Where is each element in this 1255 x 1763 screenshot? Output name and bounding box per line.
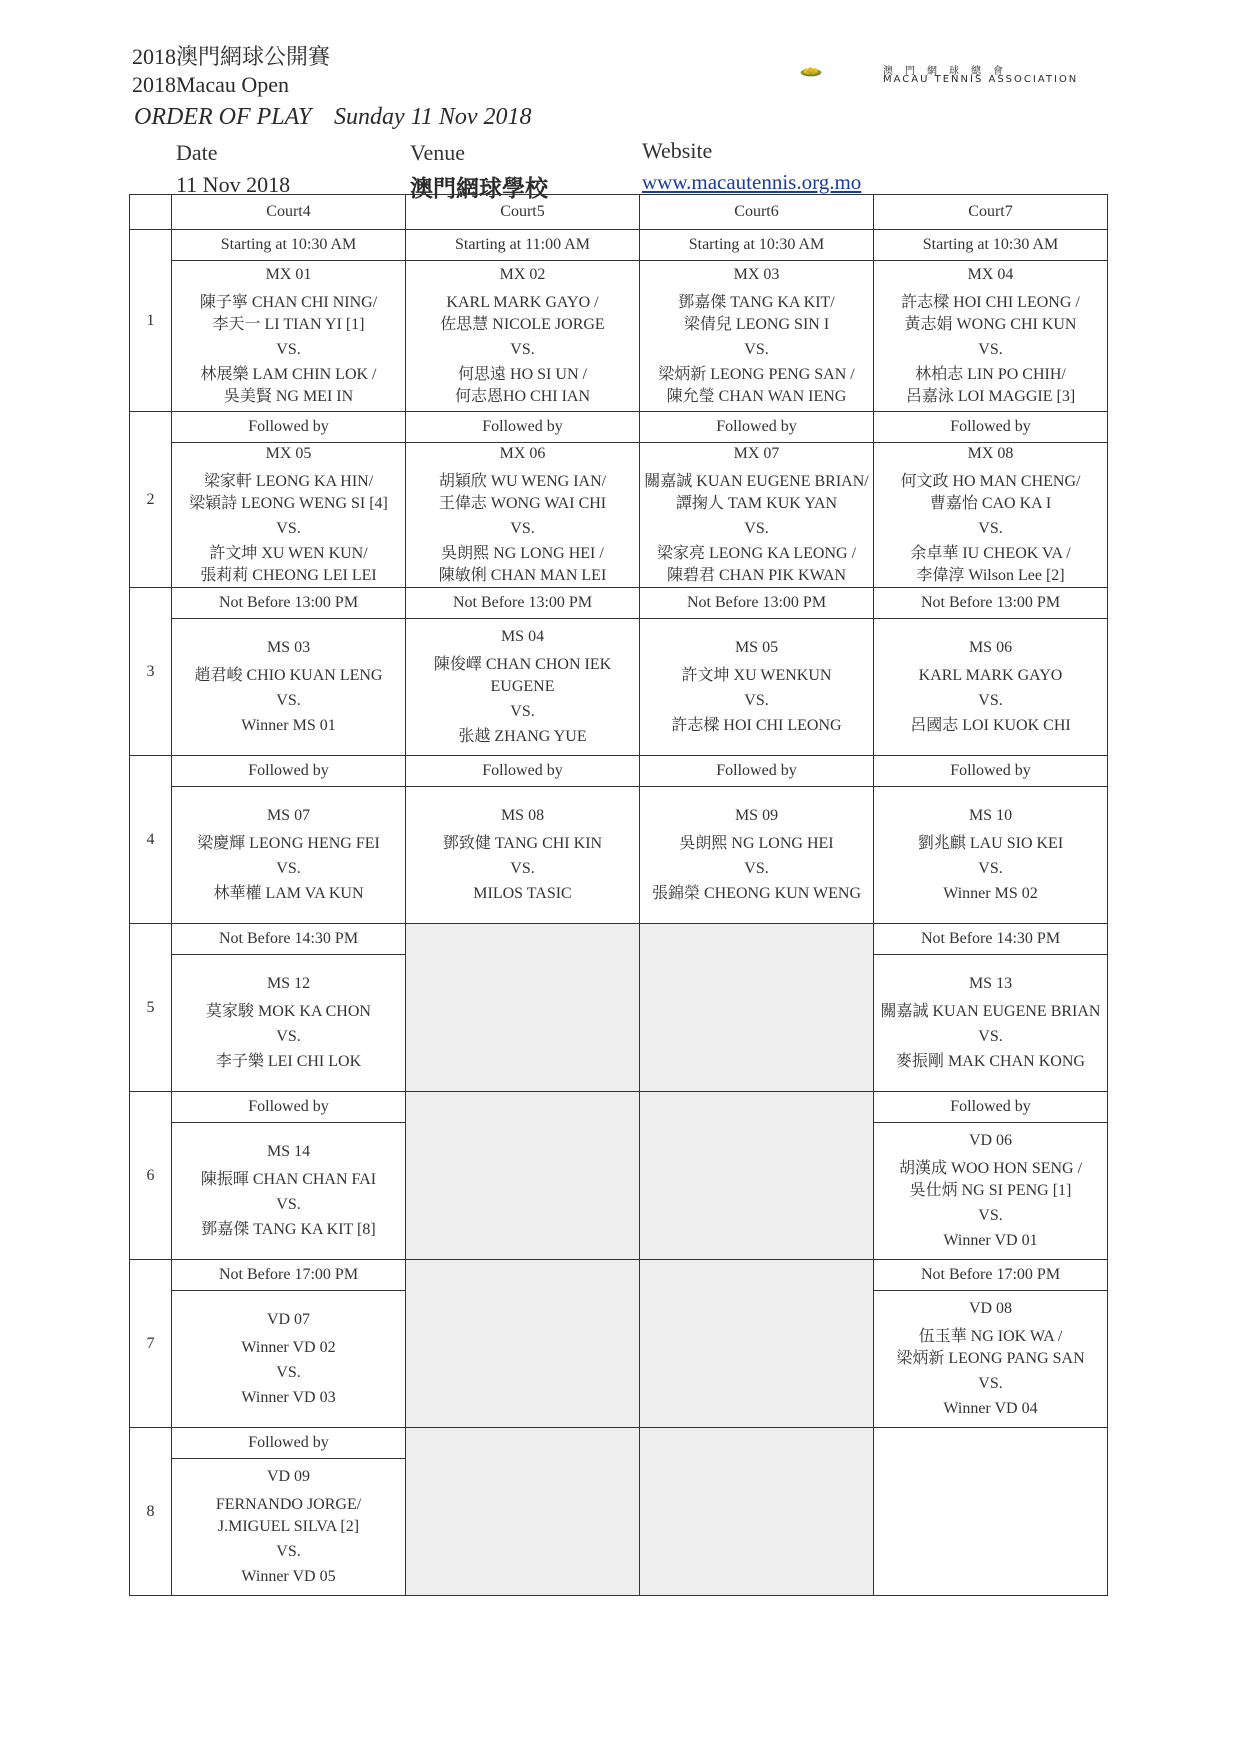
versus-label: VS. bbox=[978, 1207, 1003, 1224]
website-label: Website bbox=[642, 138, 713, 163]
match-cell bbox=[640, 261, 874, 412]
match-code: MS 06 bbox=[968, 639, 1013, 656]
row-number: 7 bbox=[130, 1260, 172, 1428]
match-code: VD 09 bbox=[266, 1468, 311, 1485]
player-line: 梁倩兒 LEONG SIN I bbox=[683, 316, 830, 333]
unused-slot bbox=[640, 1260, 874, 1428]
player-line: 許志樑 HOI CHI LEONG / bbox=[901, 294, 1080, 311]
match-cell bbox=[172, 619, 406, 756]
player-line: Winner VD 04 bbox=[943, 1400, 1038, 1417]
player-line: KARL MARK GAYO / bbox=[446, 294, 599, 311]
match-code: MS 07 bbox=[266, 807, 311, 824]
logo-text-english: MACAU TENNIS ASSOCIATION bbox=[883, 74, 1079, 85]
slot-time-header: Followed by bbox=[874, 756, 1108, 787]
player-line: MILOS TASIC bbox=[473, 885, 572, 902]
match-cell bbox=[874, 787, 1108, 924]
player-line: 關嘉誠 KUAN EUGENE BRIAN/ bbox=[644, 473, 869, 490]
versus-label: VS. bbox=[744, 341, 769, 358]
court-header: Court7 bbox=[874, 195, 1108, 230]
timeslot-row bbox=[130, 230, 1108, 261]
match-code: MS 05 bbox=[734, 639, 779, 656]
match-code: MX 08 bbox=[967, 445, 1014, 462]
match-cell bbox=[874, 955, 1108, 1092]
player-line: 何思遠 HO SI UN / bbox=[458, 366, 587, 383]
logo-text-chinese: 澳門網球總會 bbox=[883, 66, 1015, 77]
versus-label: VS. bbox=[276, 1028, 301, 1045]
slot-time-header: Followed by bbox=[406, 412, 640, 443]
match-code: MS 08 bbox=[500, 807, 545, 824]
match-row bbox=[130, 619, 1108, 756]
timeslot-row bbox=[130, 588, 1108, 619]
slot-time-header: Followed by bbox=[640, 412, 874, 443]
player-line: 林展樂 LAM CHIN LOK / bbox=[200, 366, 377, 383]
date-label: Date bbox=[176, 140, 218, 165]
row-number: 2 bbox=[130, 412, 172, 588]
player-line: 趙君峻 CHIO KUAN LENG bbox=[194, 667, 383, 684]
player-line: 李天一 LI TIAN YI [1] bbox=[212, 316, 365, 333]
row-number: 3 bbox=[130, 588, 172, 756]
match-cell bbox=[172, 1291, 406, 1428]
venue-value: 澳門網球學校 bbox=[410, 176, 548, 201]
slot-time-header: Not Before 17:00 PM bbox=[172, 1260, 406, 1291]
versus-label: VS. bbox=[978, 1375, 1003, 1392]
player-line: 林華權 LAM VA KUN bbox=[213, 885, 364, 902]
versus-label: VS. bbox=[510, 341, 535, 358]
timeslot-row bbox=[130, 412, 1108, 443]
player-line: 梁家軒 LEONG KA HIN/ bbox=[203, 473, 374, 490]
match-cell bbox=[874, 1123, 1108, 1260]
match-cell bbox=[406, 787, 640, 924]
versus-label: VS. bbox=[276, 1543, 301, 1560]
player-line: 許文坤 XU WEN KUN/ bbox=[209, 545, 368, 562]
player-line: 梁炳新 LEONG PENG SAN / bbox=[658, 366, 855, 383]
versus-label: VS. bbox=[276, 692, 301, 709]
order-of-play-heading: ORDER OF PLAY bbox=[134, 104, 312, 130]
player-line: 鄧嘉傑 TANG KA KIT [8] bbox=[201, 1221, 376, 1238]
match-code: MX 01 bbox=[265, 266, 312, 283]
match-cell bbox=[406, 619, 640, 756]
player-line: Winner VD 01 bbox=[943, 1232, 1038, 1249]
match-code: MS 14 bbox=[266, 1143, 311, 1160]
match-cell bbox=[874, 619, 1108, 756]
player-line: 梁家亮 LEONG KA LEONG / bbox=[656, 545, 857, 562]
play-day: Sunday 11 Nov 2018 bbox=[334, 104, 532, 130]
match-cell bbox=[640, 443, 874, 588]
player-line: 譚掬人 TAM KUK YAN bbox=[675, 495, 838, 512]
unused-slot bbox=[406, 1428, 640, 1596]
player-line: Winner VD 03 bbox=[241, 1389, 336, 1406]
player-line: 伍玉華 NG IOK WA / bbox=[918, 1328, 1063, 1345]
player-line: 余卓華 IU CHEOK VA / bbox=[910, 545, 1071, 562]
player-line: 鄧嘉傑 TANG KA KIT/ bbox=[678, 294, 835, 311]
slot-time-header: Followed by bbox=[874, 412, 1108, 443]
slot-time-header: Not Before 13:00 PM bbox=[406, 588, 640, 619]
player-line: 梁慶輝 LEONG HENG FEI bbox=[197, 835, 380, 852]
title-chinese: 2018澳門網球公開賽 bbox=[132, 44, 331, 69]
player-line: Winner MS 02 bbox=[943, 885, 1038, 902]
match-code: MS 12 bbox=[266, 975, 311, 992]
match-code: MS 09 bbox=[734, 807, 779, 824]
unused-slot bbox=[406, 924, 640, 1092]
player-line: J.MIGUEL SILVA [2] bbox=[217, 1518, 360, 1535]
match-cell bbox=[874, 443, 1108, 588]
versus-label: VS. bbox=[276, 520, 301, 537]
match-code: VD 08 bbox=[968, 1300, 1013, 1317]
versus-label: VS. bbox=[510, 860, 535, 877]
slot-time-header: Followed by bbox=[172, 1092, 406, 1123]
empty-slot bbox=[874, 1428, 1108, 1596]
player-line: 陳允瑩 CHAN WAN IENG bbox=[666, 388, 847, 405]
unused-slot bbox=[640, 1092, 874, 1260]
slot-time-header: Followed by bbox=[172, 412, 406, 443]
match-cell bbox=[640, 787, 874, 924]
player-line: 莫家駿 MOK KA CHON bbox=[206, 1003, 371, 1020]
player-line: FERNANDO JORGE/ bbox=[215, 1496, 362, 1513]
unused-slot bbox=[406, 1092, 640, 1260]
versus-label: VS. bbox=[744, 520, 769, 537]
player-line: 吳美賢 NG MEI IN bbox=[223, 388, 354, 405]
player-line: 吳仕炳 NG SI PENG [1] bbox=[909, 1182, 1072, 1199]
match-code: MS 03 bbox=[266, 639, 311, 656]
match-cell bbox=[172, 1459, 406, 1596]
player-line: 陳俊嶧 CHAN CHON IEK bbox=[433, 656, 612, 673]
slot-time-header: Not Before 13:00 PM bbox=[874, 588, 1108, 619]
slot-time-header: Starting at 10:30 AM bbox=[640, 230, 874, 261]
player-line: Winner MS 01 bbox=[241, 717, 336, 734]
unused-slot bbox=[640, 1428, 874, 1596]
row-number: 1 bbox=[130, 230, 172, 412]
macau-tennis-association-logo-icon bbox=[800, 52, 880, 92]
title-english: 2018Macau Open bbox=[132, 72, 290, 97]
venue-label: Venue bbox=[410, 140, 465, 165]
versus-label: VS. bbox=[276, 1364, 301, 1381]
match-code: MX 06 bbox=[499, 445, 546, 462]
match-code: MX 02 bbox=[499, 266, 546, 283]
match-code: MX 07 bbox=[733, 445, 780, 462]
website-link[interactable]: www.macautennis.org.mo bbox=[642, 170, 862, 194]
slot-time-header: Not Before 13:00 PM bbox=[172, 588, 406, 619]
versus-label: VS. bbox=[978, 520, 1003, 537]
match-cell bbox=[406, 261, 640, 412]
player-line: 呂嘉泳 LOI MAGGIE [3] bbox=[905, 388, 1076, 405]
row-number: 4 bbox=[130, 756, 172, 924]
unused-slot bbox=[406, 1260, 640, 1428]
player-line: 何志恩HO CHI IAN bbox=[454, 388, 591, 405]
match-cell bbox=[172, 787, 406, 924]
slot-time-header: Followed by bbox=[406, 756, 640, 787]
player-line: EUGENE bbox=[490, 678, 555, 695]
player-line: 吳朗熙 NG LONG HEI / bbox=[441, 545, 604, 562]
versus-label: VS. bbox=[978, 692, 1003, 709]
player-line: 許文坤 XU WENKUN bbox=[681, 667, 832, 684]
slot-time-header: Followed by bbox=[874, 1092, 1108, 1123]
versus-label: VS. bbox=[978, 1028, 1003, 1045]
match-cell bbox=[640, 619, 874, 756]
player-line: Winner VD 02 bbox=[241, 1339, 336, 1356]
unused-slot bbox=[640, 924, 874, 1092]
court-header: Court5 bbox=[406, 195, 640, 230]
slot-time-header: Not Before 13:00 PM bbox=[640, 588, 874, 619]
player-line: 吳朗熙 NG LONG HEI bbox=[679, 835, 834, 852]
match-code: MX 05 bbox=[265, 445, 312, 462]
versus-label: VS. bbox=[276, 1196, 301, 1213]
schedule-table bbox=[129, 194, 1108, 1596]
versus-label: VS. bbox=[978, 341, 1003, 358]
player-line: 麥振剛 MAK CHAN KONG bbox=[896, 1053, 1085, 1070]
versus-label: VS. bbox=[276, 341, 301, 358]
player-line: 陳敏俐 CHAN MAN LEI bbox=[438, 567, 607, 584]
versus-label: VS. bbox=[744, 860, 769, 877]
match-cell bbox=[172, 443, 406, 588]
match-cell bbox=[172, 261, 406, 412]
match-code: MX 03 bbox=[733, 266, 780, 283]
player-line: 胡漢成 WOO HON SENG / bbox=[898, 1160, 1083, 1177]
player-line: 黃志娟 WONG CHI KUN bbox=[904, 316, 1077, 333]
timeslot-row bbox=[130, 1428, 1108, 1459]
court-header: Court6 bbox=[640, 195, 874, 230]
slot-time-header: Not Before 14:30 PM bbox=[874, 924, 1108, 955]
player-line: Winner VD 05 bbox=[241, 1568, 336, 1585]
match-code: MS 13 bbox=[968, 975, 1013, 992]
row-number: 5 bbox=[130, 924, 172, 1092]
player-line: 陳振暉 CHAN CHAN FAI bbox=[200, 1171, 377, 1188]
match-code: MX 04 bbox=[967, 266, 1014, 283]
slot-time-header: Followed by bbox=[640, 756, 874, 787]
match-row bbox=[130, 787, 1108, 924]
player-line: 關嘉誠 KUAN EUGENE BRIAN bbox=[880, 1003, 1101, 1020]
player-line: 佐思慧 NICOLE JORGE bbox=[440, 316, 605, 333]
match-code: VD 07 bbox=[266, 1311, 311, 1328]
versus-label: VS. bbox=[744, 692, 769, 709]
match-cell bbox=[172, 1123, 406, 1260]
slot-time-header: Not Before 14:30 PM bbox=[172, 924, 406, 955]
player-line: 陳碧君 CHAN PIK KWAN bbox=[666, 567, 847, 584]
player-line: 陳子寧 CHAN CHI NING/ bbox=[199, 294, 378, 311]
player-line: 張莉莉 CHEONG LEI LEI bbox=[200, 567, 377, 584]
date-value: 11 Nov 2018 bbox=[176, 172, 291, 197]
versus-label: VS. bbox=[510, 703, 535, 720]
player-line: 鄧致健 TANG CHI KIN bbox=[442, 835, 603, 852]
court-header-row bbox=[130, 195, 1108, 230]
timeslot-row bbox=[130, 1260, 1108, 1291]
slot-time-header: Followed by bbox=[172, 1428, 406, 1459]
player-line: 許志樑 HOI CHI LEONG bbox=[671, 717, 842, 734]
slot-time-header: Followed by bbox=[172, 756, 406, 787]
player-line: KARL MARK GAYO bbox=[918, 667, 1063, 684]
player-line: 张越 ZHANG YUE bbox=[458, 728, 587, 745]
player-line: 張錦榮 CHEONG KUN WENG bbox=[651, 885, 862, 902]
player-line: 胡穎欣 WU WENG IAN/ bbox=[438, 473, 607, 490]
versus-label: VS. bbox=[978, 860, 1003, 877]
corner-cell bbox=[130, 195, 172, 230]
match-cell bbox=[874, 1291, 1108, 1428]
match-code: VD 06 bbox=[968, 1132, 1013, 1149]
timeslot-row bbox=[130, 924, 1108, 955]
row-number: 8 bbox=[130, 1428, 172, 1596]
timeslot-row bbox=[130, 1092, 1108, 1123]
match-cell bbox=[406, 443, 640, 588]
slot-time-header: Starting at 11:00 AM bbox=[406, 230, 640, 261]
match-code: MS 04 bbox=[500, 628, 545, 645]
player-line: 梁穎詩 LEONG WENG SI [4] bbox=[189, 495, 388, 512]
match-code: MS 10 bbox=[968, 807, 1013, 824]
match-cell bbox=[874, 261, 1108, 412]
court-header: Court4 bbox=[172, 195, 406, 230]
player-line: 梁炳新 LEONG PANG SAN bbox=[896, 1350, 1085, 1367]
player-line: 王偉志 WONG WAI CHI bbox=[438, 495, 607, 512]
player-line: 曹嘉怡 CAO KA I bbox=[929, 495, 1052, 512]
match-cell bbox=[172, 955, 406, 1092]
player-line: 林柏志 LIN PO CHIH/ bbox=[915, 366, 1066, 383]
slot-time-header: Starting at 10:30 AM bbox=[874, 230, 1108, 261]
slot-time-header: Starting at 10:30 AM bbox=[172, 230, 406, 261]
versus-label: VS. bbox=[510, 520, 535, 537]
timeslot-row bbox=[130, 756, 1108, 787]
slot-time-header: Not Before 17:00 PM bbox=[874, 1260, 1108, 1291]
match-row bbox=[130, 443, 1108, 588]
versus-label: VS. bbox=[276, 860, 301, 877]
row-number: 6 bbox=[130, 1092, 172, 1260]
player-line: 呂國志 LOI KUOK CHI bbox=[910, 717, 1071, 734]
player-line: 劉兆麒 LAU SIO KEI bbox=[917, 835, 1064, 852]
player-line: 何文政 HO MAN CHENG/ bbox=[900, 473, 1081, 490]
player-line: 李偉淳 Wilson Lee [2] bbox=[916, 567, 1065, 584]
match-row bbox=[130, 261, 1108, 412]
player-line: 李子樂 LEI CHI LOK bbox=[215, 1053, 362, 1070]
